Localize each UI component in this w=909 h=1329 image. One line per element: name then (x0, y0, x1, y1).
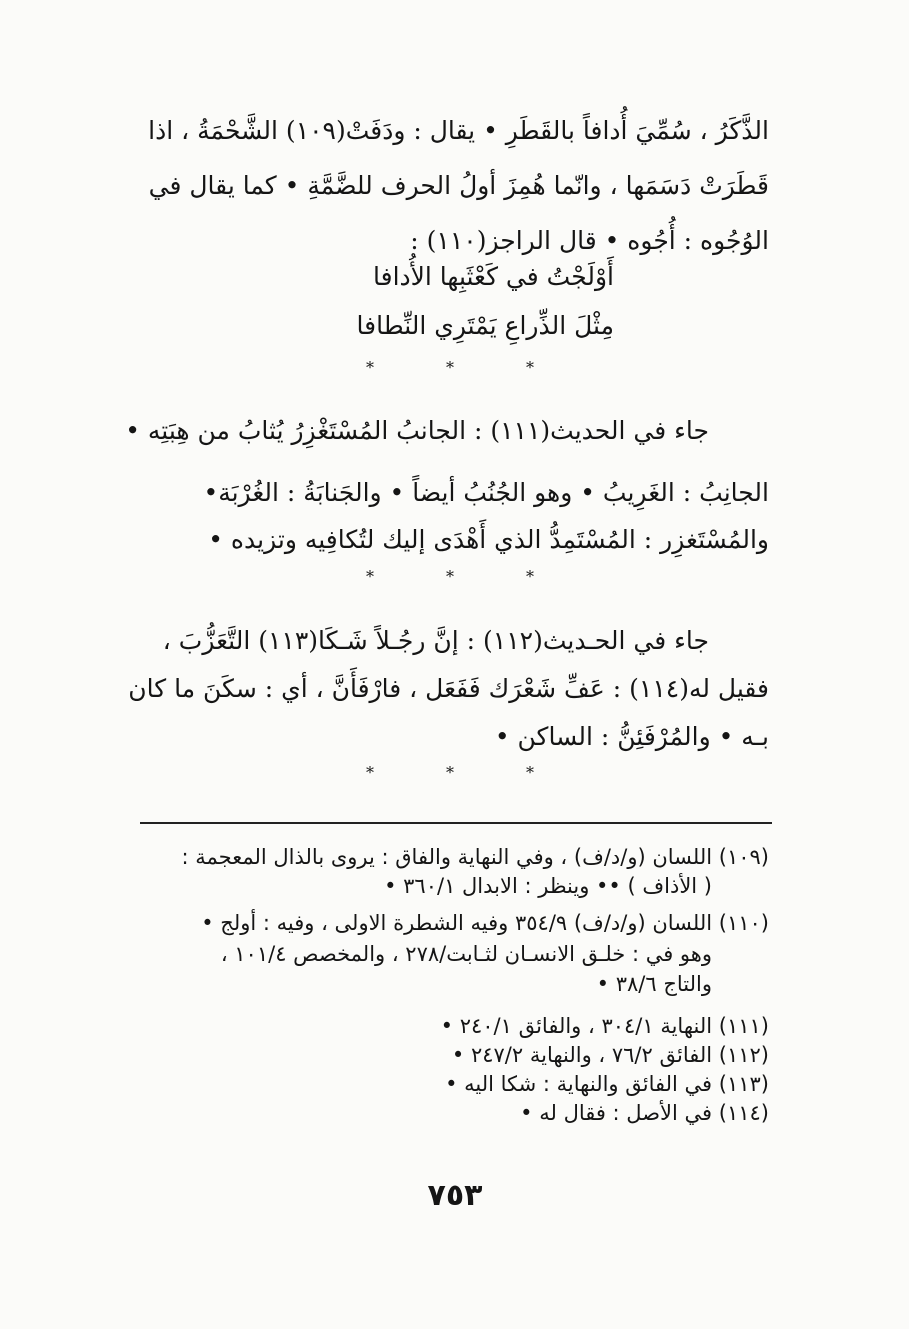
footnote-109: (١٠٩) اللسان (و/د/ف) ، وفي النهاية والفاق : يروى بالذال المعجمة : (181, 845, 769, 869)
paragraph-3 (129, 618, 769, 764)
section-separator (365, 358, 535, 377)
footnote-111: (١١١) النهاية ٣٠٤/١ ، والفائق ٢٤٠/١ • (440, 1014, 769, 1038)
star-mark: * (366, 358, 374, 377)
verse-line-1: أَوْلَجْتُ في كَعْثَبِها الأُدافا (373, 262, 614, 291)
star-mark: * (526, 763, 534, 782)
text-line: بـه • والمُرْفَئِنُّ : الساكن • (494, 722, 769, 751)
footnote-114: (١١٤) في الأصل : فقال له • (520, 1101, 769, 1125)
text-line: الذَّكَرُ ، سُمِّيَ أُدافاً بالقَطَرِ • يقال : ودَفَتْ(١٠٩) الشَّحْمَةُ ، اذا (148, 116, 769, 145)
text-line: قَطَرَتْ دَسَمَها ، وانّما هُمِزَ أولُ الحرف للضَّمَّةِ • كما يقال في (148, 171, 769, 200)
text-line: جاء في الحـديث(١١٢) : إنَّ رجُـلاً شَـكَا(١١٣) التَّعَزُّبَ ، (162, 626, 709, 655)
star-mark: * (446, 567, 454, 586)
text-line: والمُسْتَغزِر : المُسْتَمِدُّ الذي أَهْدَى إليك لتُكافِيه وتزيده • (208, 525, 769, 554)
text-line: الجانِبُ : الغَرِيبُ • وهو الجُنُبُ أيضاً • والجَنابَةُ : الغُرْبَة• (203, 478, 769, 507)
paragraph-2 (125, 408, 769, 567)
star-mark: * (366, 763, 374, 782)
footnote-110-cont: والتاج ٣٨/٦ • (596, 972, 712, 996)
verse-line-2: مِثْلَ الذِّراعِ يَمْتَرِي النِّطافا (356, 311, 614, 340)
star-mark: * (446, 358, 454, 377)
footnote-109-cont: ( الأذاف ) •• وينظر : الابدال ٣٦٠/١ • (384, 874, 712, 898)
text-line: فقيل له(١١٤) : عَفِّ شَعْرَك فَفَعَل ، فارْفَأَنَّ ، أي : سكَنَ ما كان (128, 674, 769, 703)
footnote-separator-rule (140, 822, 772, 824)
page-number: ٧٥٣ (427, 1178, 483, 1213)
text-line: جاء في الحديث(١١١) : الجانبُ المُسْتَغْزِرُ يُثابُ من هِبَتِه • (125, 416, 709, 445)
footnote-110-cont: وهو في : خلـق الانسـان لثـابت/٢٧٨ ، والمخصص ١٠١/٤ ، (220, 942, 712, 966)
footnote-113: (١١٣) في الفائق والنهاية : شكا اليه • (445, 1072, 769, 1096)
star-mark: * (366, 567, 374, 586)
paragraph-1 (129, 108, 769, 268)
text-line: الوُجُوه : أُجُوه • قال الراجز(١١٠) : (410, 226, 769, 255)
section-separator (365, 567, 535, 586)
footnote-112: (١١٢) الفائق ٧٦/٢ ، والنهاية ٢٤٧/٢ • (451, 1043, 769, 1067)
section-separator (365, 763, 535, 782)
star-mark: * (526, 567, 534, 586)
footnote-110: (١١٠) اللسان (و/د/ف) ٣٥٤/٩ وفيه الشطرة الاولى ، وفيه : أولج • (201, 911, 769, 935)
star-mark: * (446, 763, 454, 782)
star-mark: * (526, 358, 534, 377)
